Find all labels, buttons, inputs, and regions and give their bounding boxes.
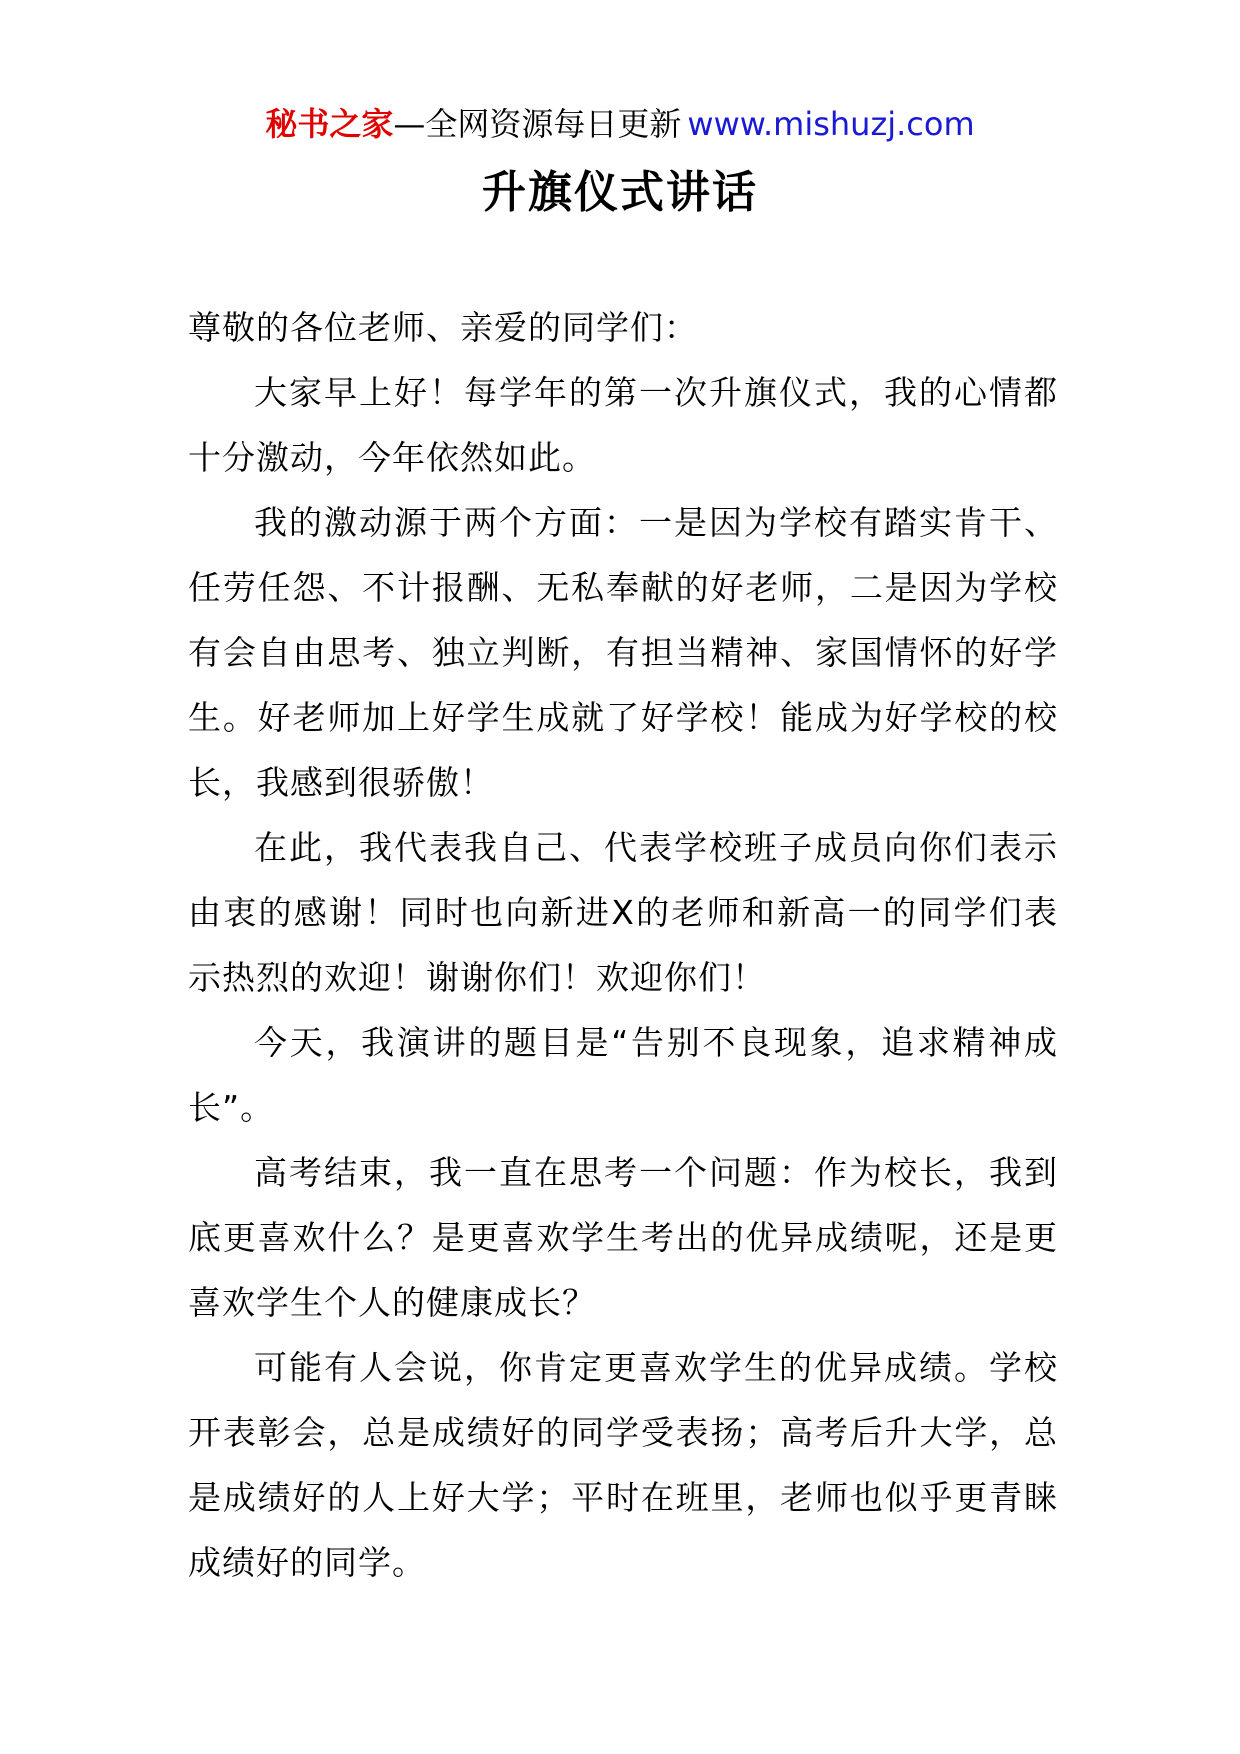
site-header [0,98,1240,150]
brand-name: 秘书之家 [265,105,394,143]
document-title: 升旗仪式讲话 [482,167,758,218]
paragraph: 高考结束，我一直在思考一个问题：作为校长，我到底更喜欢什么？是更喜欢学生考出的优异成绩呢，还是更喜欢学生个人的健康成长？ [188,1153,1058,1322]
header-tagline: —全网资源每日更新 [393,105,682,143]
paragraph: 可能有人会说，你肯定更喜欢学生的优异成绩。学校开表彰会，总是成绩好的同学受表扬；高考后升大学，总是成绩好的人上好大学；平时在班里，老师也似乎更青睐成绩好的同学。 [188,1348,1058,1582]
document-body [188,295,1058,1595]
paragraph: 大家早上好！每学年的第一次升旗仪式，我的心情都十分激动，今年依然如此。 [188,373,1058,477]
paragraph: 在此，我代表我自己、代表学校班子成员向你们表示由衷的感谢！同时也向新进X的老师和新高一的同学们表示热烈的欢迎！谢谢你们！欢迎你们！ [188,828,1058,997]
paragraph: 今天，我演讲的题目是“告别不良现象，追求精神成长”。 [188,1023,1058,1127]
site-url-link[interactable]: www.mishuzj.com [687,105,975,143]
salutation: 尊敬的各位老师、亲爱的同学们： [188,308,698,347]
paragraph: 我的激动源于两个方面：一是因为学校有踏实肯干、任劳任怨、不计报酬、无私奉献的好老师，二是因为学校有会自由思考、独立判断，有担当精神、家国情怀的好学生。好老师加上好学生成就了好学校！能成为好学校的校长，我感到很骄傲！ [188,503,1058,802]
